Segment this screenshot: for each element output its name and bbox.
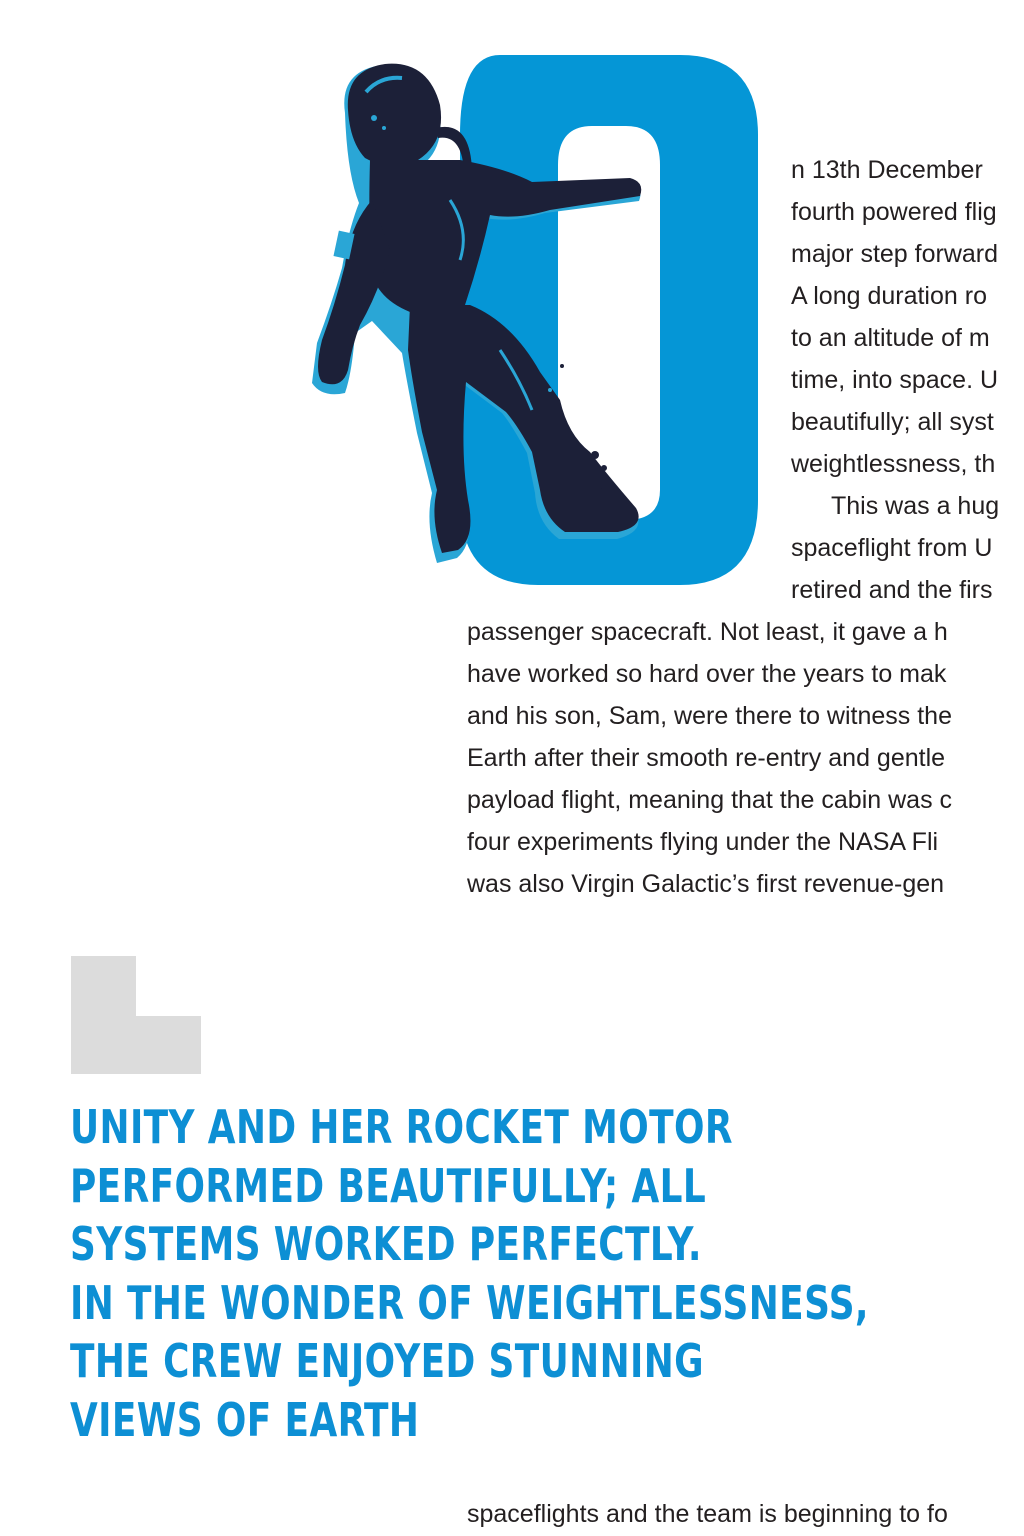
body-line: to an altitude of m <box>791 324 990 352</box>
body-line: major step forward <box>791 240 999 268</box>
body-line: passenger spacecraft. Not least, it gave a h <box>467 618 948 646</box>
pull-quote-line: THE CREW ENJOYED STUNNING <box>70 1334 705 1388</box>
pull-quote-line: PERFORMED BEAUTIFULLY; ALL <box>70 1158 707 1213</box>
body-line: fourth powered flig <box>791 198 997 226</box>
body-line: time, into space. U <box>791 366 999 394</box>
body-line: have worked so hard over the years to mak <box>467 660 947 688</box>
body-line: A long duration ro <box>791 282 987 310</box>
body-line: four experiments flying under the NASA Fli <box>467 828 939 856</box>
article-narrow-column <box>791 149 999 611</box>
body-line: payload flight, meaning that the cabin was c <box>467 786 953 814</box>
pull-quote-line: SYSTEMS WORKED PERFECTLY. <box>70 1217 702 1271</box>
dropcap-illustration <box>300 50 770 610</box>
pull-quote <box>70 1098 869 1449</box>
pull-quote-line: UNITY AND HER ROCKET MOTOR <box>70 1100 733 1154</box>
body-line: and his son, Sam, were there to witness the <box>467 702 952 730</box>
article-continuation <box>467 1493 948 1535</box>
pull-quote-line: IN THE WONDER OF WEIGHTLESSNESS, <box>70 1275 869 1330</box>
body-line: weightlessness, th <box>791 450 996 478</box>
body-line: Earth after their smooth re-entry and gentle <box>467 744 946 772</box>
body-line: spaceflights and the team is beginning to fo <box>467 1500 948 1528</box>
body-line: spaceflight from U <box>791 534 993 562</box>
pull-quote-line: VIEWS OF EARTH <box>70 1392 420 1447</box>
quote-mark-icon <box>71 956 201 1074</box>
body-line: n 13th December <box>791 156 983 184</box>
body-line: beautifully; all syst <box>791 408 994 436</box>
body-line-paragraph-start: This was a hug <box>831 492 1000 520</box>
body-line: was also Virgin Galactic’s first revenue-gen <box>467 870 945 898</box>
body-line: retired and the firs <box>791 576 993 604</box>
article-wide-column <box>467 611 952 905</box>
